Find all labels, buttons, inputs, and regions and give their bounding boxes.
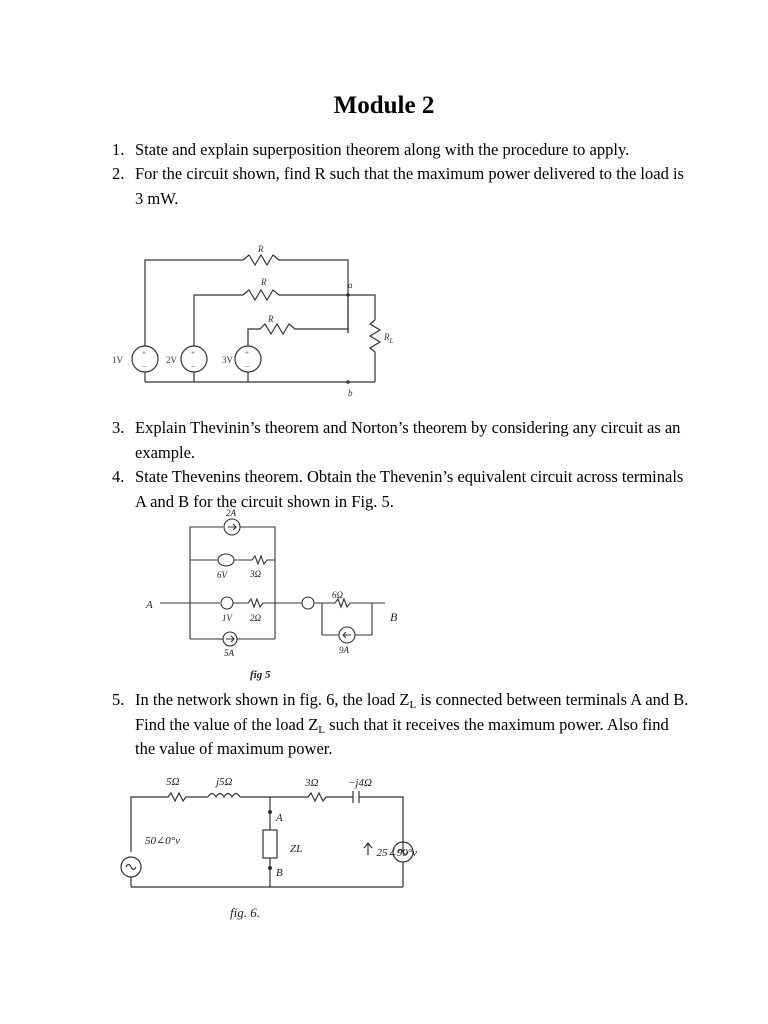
circuit-figure-q2 xyxy=(110,240,410,400)
minus-sign: − xyxy=(142,362,147,371)
terminal-a-label: A xyxy=(146,599,153,611)
question-number: 3. xyxy=(112,418,125,437)
terminal-b-label: B xyxy=(390,610,398,624)
question-number: 2. xyxy=(112,164,125,183)
resistor-label: R xyxy=(268,314,274,324)
question-text: Explain Thevinin’s theorem and Norton’s theorem by considering any circuit as an example. xyxy=(135,418,681,462)
question-3 xyxy=(112,416,692,465)
question-2 xyxy=(112,162,692,211)
terminal-a-label: A xyxy=(276,812,283,824)
resistor-label: R xyxy=(258,244,264,254)
question-5 xyxy=(112,688,692,762)
load-label: $R_L$ xyxy=(384,332,394,345)
node-b-dot xyxy=(346,380,350,384)
source-label: 25∠90°v xyxy=(376,847,417,859)
question-text: State Thevenins theorem. Obtain the Thevenin’s equivalent circuit across terminals A and B for the circuit shown in Fig. 5. xyxy=(135,467,684,511)
figure-caption: fig 5 xyxy=(250,669,271,681)
question-number: 4. xyxy=(112,467,125,486)
resistor-label: 6Ω xyxy=(332,590,344,600)
resistor-label: 2Ω xyxy=(250,613,262,623)
node-b-dot xyxy=(268,866,272,870)
node-b-label: b xyxy=(348,388,353,398)
source-label: 2V xyxy=(166,355,177,365)
current-source-label: 2A xyxy=(226,508,236,518)
plus-sign: + xyxy=(142,349,146,357)
source-label: 50∠0°v xyxy=(145,835,180,847)
node-a-dot xyxy=(346,293,350,297)
minus-sign: − xyxy=(191,362,196,371)
page-title: Module 2 xyxy=(333,92,435,119)
question-text: For the circuit shown, find R such that the maximum power delivered to the load is 3 mW. xyxy=(135,164,684,208)
node-a-label: a xyxy=(348,280,353,290)
resistor-label: 3Ω xyxy=(305,777,319,789)
current-source-label: 9A xyxy=(339,645,349,655)
plus-sign: + xyxy=(245,349,249,357)
current-source-label: 5A xyxy=(224,648,234,658)
circuit-figure-5 xyxy=(140,508,420,683)
node-a-dot xyxy=(268,810,272,814)
source-label: 1V xyxy=(222,613,232,623)
reactance-label: j5Ω xyxy=(216,776,233,788)
load-label: ZL xyxy=(290,843,303,855)
question-1 xyxy=(112,138,692,163)
resistor-label: R xyxy=(261,277,267,287)
resistor-label: 5Ω xyxy=(166,776,180,788)
resistor-label: 3Ω xyxy=(250,569,262,579)
plus-sign: + xyxy=(191,349,195,357)
question-text: In the network shown in fig. 6, the load $Z_L$ is connected between terminals A and B. Find the value of the load $Z_L$ such that it receives the maximum power. Also find the value of maximum power. xyxy=(135,690,689,758)
terminal-b-label: B xyxy=(276,867,283,879)
question-text: State and explain superposition theorem along with the procedure to apply. xyxy=(135,140,630,159)
circuit-figure-6 xyxy=(118,772,418,932)
source-label: 3V xyxy=(222,355,233,365)
figure-caption: fig. 6. xyxy=(230,905,260,920)
question-4 xyxy=(112,465,692,514)
source-label: 6V xyxy=(217,570,227,580)
source-label: 1V xyxy=(112,355,123,365)
minus-sign: − xyxy=(245,362,250,371)
question-number: 1. xyxy=(112,140,125,159)
reactance-label: −j4Ω xyxy=(348,777,372,789)
question-number: 5. xyxy=(112,690,125,709)
